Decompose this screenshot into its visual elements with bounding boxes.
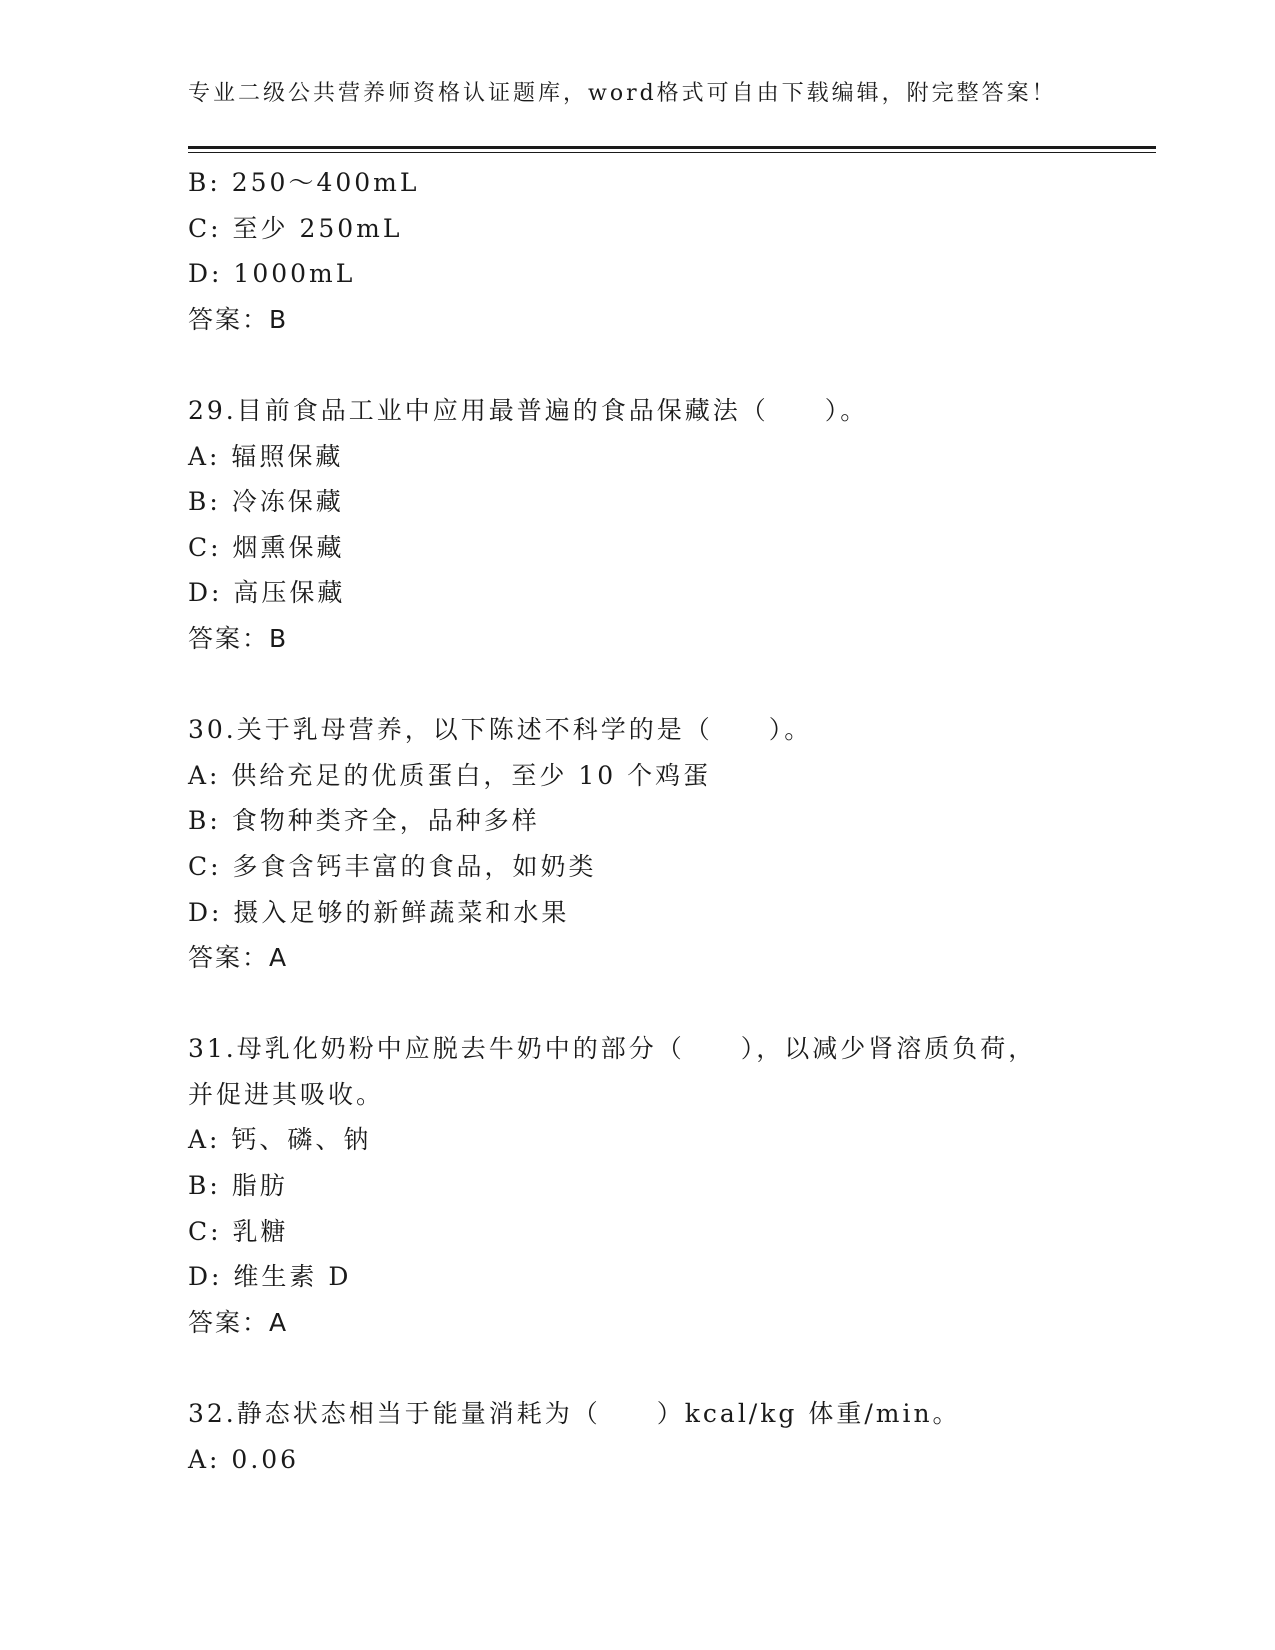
- header-rule-thin: [188, 152, 1156, 153]
- option-a: A: 0.06: [188, 1444, 300, 1474]
- spacer: [188, 981, 1088, 1027]
- option-b: B: 250～400mL: [188, 168, 420, 197]
- page-header: 专业二级公共营养师资格认证题库，word格式可自由下载编辑，附完整答案！: [188, 81, 1057, 106]
- option-c: C: 至少 250mL: [188, 213, 403, 243]
- question-block-31: [188, 1026, 1088, 1345]
- option-d: D: 维生素 D: [188, 1262, 352, 1292]
- option-c: C: 多食含钙丰富的食品，如奶类: [188, 851, 597, 881]
- question-block-32: [188, 1391, 1088, 1482]
- option-d: D: 1000mL: [188, 259, 356, 289]
- answer-line: 答案：B: [188, 304, 289, 334]
- option-d: D: 摄入足够的新鲜蔬菜和水果: [188, 897, 570, 927]
- spacer: [188, 662, 1088, 708]
- option-c: C: 乳糖: [188, 1216, 289, 1246]
- option-a: A: 辐照保藏: [188, 441, 344, 471]
- question-block-28: [188, 160, 1088, 342]
- answer-line: 答案：B: [188, 623, 289, 653]
- question-stem: 30.关于乳母营养，以下陈述不科学的是（ ）。: [188, 715, 813, 745]
- option-c: C: 烟熏保藏: [188, 532, 345, 562]
- header-rule-thick: [188, 146, 1156, 149]
- question-stem-continued: 并促进其吸收。: [188, 1079, 385, 1109]
- question-block-29: [188, 388, 1088, 662]
- answer-line: 答案：A: [188, 1307, 289, 1337]
- spacer: [188, 1345, 1088, 1391]
- question-block-30: [188, 707, 1088, 981]
- option-b: B: 脂肪: [188, 1171, 288, 1201]
- option-a: A: 供给充足的优质蛋白，至少 10 个鸡蛋: [188, 760, 712, 790]
- question-stem: 29.目前食品工业中应用最普遍的食品保藏法（ ）。: [188, 395, 869, 425]
- option-b: B: 冷冻保藏: [188, 487, 344, 517]
- spacer: [188, 342, 1088, 388]
- option-d: D: 高压保藏: [188, 578, 346, 608]
- option-a: A: 钙、磷、钠: [188, 1125, 372, 1155]
- answer-line: 答案：A: [188, 943, 289, 973]
- question-stem: 32.静态状态相当于能量消耗为（ ）kcal/kg 体重/min。: [188, 1399, 961, 1429]
- question-stem: 31.母乳化奶粉中应脱去牛奶中的部分（ ），以减少肾溶质负荷，: [188, 1034, 1037, 1064]
- question-list: [188, 160, 1088, 1482]
- option-b: B: 食物种类齐全，品种多样: [188, 806, 540, 836]
